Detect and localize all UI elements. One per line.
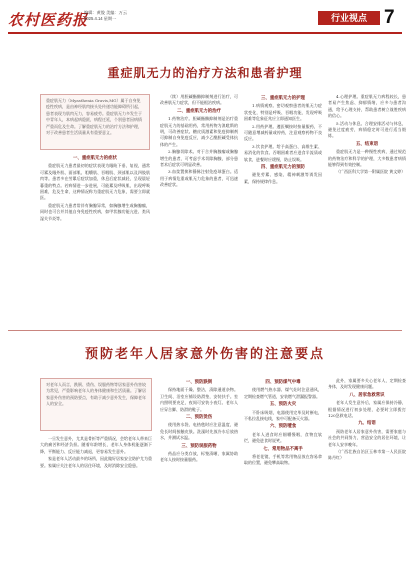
section-subheading: 九、结语 <box>358 421 376 427</box>
body-paragraph: 一旦发生意外，尤其是骨折等严重情况，会给老年人带来巨大的痛苦和经济负担。随着年龄增长，老年人身体机能逐渐下降，平衡能力、反应能力减退，更容易发生意外。 <box>40 436 152 454</box>
body-paragraph: 1.病情观察。密切观察患者的肌无力症状变化，特别是呼吸、吞咽功能，发现呼吸困难等危象征兆应立即通知医生。 <box>244 103 322 122</box>
section-subheading: 一、预防跌倒 <box>185 380 213 385</box>
article1-column-1 <box>40 154 150 326</box>
body-paragraph: （广西医科大学第一附属医院 黄文婷） <box>336 169 406 175</box>
section-subheading: 二、预防烫伤 <box>185 415 213 421</box>
issue-meta <box>84 10 127 22</box>
body-paragraph: 不卧床吸烟，电器使用完毕及时断电，不私拉乱接电线，家中可配备灭火器。 <box>244 409 322 422</box>
body-paragraph: 预防老年人居家意外伤害，需要家庭与社会的共同努力，营造安全的居住环境，让老年人安享晚年。 <box>328 428 406 447</box>
date-line: 2025.4.14 星期一 <box>84 16 117 21</box>
body-paragraph: 2.胸腺切除术。对于合并胸腺瘤或胸腺增生的患者，可考虑手术切除胸腺，部分患者术后症状可明显改善。 <box>160 149 238 168</box>
section-subheading: 六、预防噎食 <box>269 424 297 430</box>
section-label: 行业视点 <box>318 11 380 25</box>
section-subheading: 七、常用物品不离手 <box>263 446 303 452</box>
editor-line: 编辑：黄俊 美编：万云 <box>84 10 128 15</box>
article1-column-3 <box>244 94 322 326</box>
article2-title: 预防老年人居家意外伤害的注意要点 <box>84 347 325 362</box>
article1-lead: 重症肌无力（Myasthenia Gravis,MG）属于自身免疫性疾病，是由神经肌肉接头处传递功能障碍所引起，患者表现为肌肉无力，容易疲劳。重症肌无力多发生于中青年人，本病起病隐匿，病程迁延，个别患者因病情严重而危及生命。了解重症肌无力的治疗方法和护理，对于改善患者生活质量具有重要意义。 <box>40 94 150 150</box>
body-paragraph: 保持地面干燥、整洁，清除通道杂物。卫生间、浴室应铺设防滑垫，安装扶手。室内照明要充足，夜间可安装小夜灯。老年人应穿合脚、防滑的鞋子。 <box>160 387 238 412</box>
masthead <box>0 0 410 36</box>
newspaper-logo: 农村医药报 <box>8 11 89 29</box>
body-paragraph: 3.饮食护理。给予高蛋白、高维生素、易消化的饮食。吞咽困难者应进食半流质或软食，进餐时应缓慢，防止误吸。 <box>244 143 322 162</box>
section-subheading: 八、居家急救常识 <box>349 392 385 398</box>
header-rule <box>8 32 402 34</box>
body-paragraph: 使用热水袋、电热毯时应注意温度，避免长时间接触皮肤。洗澡时先放冷水后放热水，并测试水温。 <box>160 422 238 441</box>
body-paragraph: （续）用胆碱酯酶抑制剂进行治疗，可改善肌无力症状，但不能根治疾病。 <box>160 94 238 106</box>
body-paragraph: 老年人进食时应细嚼慢咽，食物宜软烂，避免进食时说笑。 <box>244 431 322 444</box>
article1-column-4 <box>328 94 406 326</box>
body-paragraph: 使用燃气热水器、煤气灶时注意通风，定期检查燃气管道，安装燃气泄漏报警器。 <box>244 387 322 399</box>
section-subheading: 四、重症肌无力的预防 <box>261 165 305 171</box>
section-subheading: 三、预防误服药物 <box>181 443 217 449</box>
body-paragraph: 药品应分类存放，标签清晰，家属协助老年人按时按量服药。 <box>160 451 238 463</box>
page-number: 7 <box>384 7 395 28</box>
body-paragraph: 家是老年人活动最多的场所，因此做好居家安全防护尤为重要。家属应关注老年人的居住环境，及时消除安全隐患。 <box>40 456 152 468</box>
body-paragraph: （广西壮族自治区玉林市第一人民医院 陈丹红） <box>328 449 406 461</box>
body-paragraph: 此外，家属要多关心老年人，定期检查身体，及时发现健康问题。 <box>328 378 406 390</box>
body-paragraph: 2.用药护理。遵医嘱按时按量服药，不可随意增减药量或停药，注意观察药物不良反应。 <box>244 123 322 142</box>
body-paragraph: 4.心理护理。重症肌无力病程较长，患者易产生焦虑、抑郁情绪，应多与患者沟通，给予心理支持，帮助患者树立战胜疾病的信心。 <box>328 94 406 119</box>
body-paragraph: 1.药物治疗。胆碱酯酶抑制剂是治疗重症肌无力的基础用药，常用药物为溴吡斯的明，可改善症状。糖皮质激素和免疫抑制剂可抑制自身免疫反应，减少乙酰胆碱受体抗体的产生。 <box>160 116 238 147</box>
body-paragraph: 老年人发生意外后，家属应保持冷静，根据情况进行初步处理，必要时立即拨打120急救电话。 <box>328 400 406 419</box>
section-subheading: 二、重症肌无力的治疗 <box>177 108 221 114</box>
section-subheading: 四、预防煤气中毒 <box>265 380 301 385</box>
section-subheading: 一、重症肌无力的症状 <box>73 156 117 161</box>
body-paragraph: 3.血浆置换和静脉注射免疫球蛋白。适用于病情危重或肌无力危象的患者，可迅速改善症状。 <box>160 169 238 188</box>
article1-column-2 <box>160 94 238 326</box>
body-paragraph: 重症肌无力患者常伴有胸腺异常，如胸腺增生或胸腺瘤，同时也可合并其他自身免疫性疾病，如甲状腺功能亢进、类风湿关节炎等。 <box>40 202 150 221</box>
article2-lead: 对老年人而言，跌倒、烫伤、误服药物等居家意外伤害较为常见，严重影响老年人的身体健康和生活质量。了解居家意外伤害的预防要点，有助于减少意外发生，保障老年人的安全。 <box>40 378 152 431</box>
article2-column-4 <box>328 378 406 582</box>
article2-column-2 <box>160 378 238 582</box>
section-subheading: 三、重症肌无力的护理 <box>261 96 305 101</box>
section-subheading: 五、预防火灾 <box>269 402 297 408</box>
article1-title: 重症肌无力的治疗方法和患者护理 <box>107 66 303 80</box>
section-subheading: 五、结束语 <box>356 141 378 147</box>
article2-column-3 <box>244 378 322 582</box>
body-paragraph: 5.活动与休息。合理安排活动与休息，避免过度疲劳，病情稳定时可进行适当锻炼。 <box>328 120 406 139</box>
body-paragraph: 将老花镜、手机等常用物品放在容易拿取的位置，避免攀高取物。 <box>244 454 322 466</box>
article-divider <box>8 330 402 331</box>
article2-column-1 <box>40 436 152 582</box>
body-paragraph: 重症肌无力患者最初的症状表现为眼睑下垂、复视，通常可累及眼外肌、面部肌、咀嚼肌、吞咽肌、颈部肌以及四肢肌肉等。患者多在劳累后症状加重，休息后症状减轻，呈现晨轻暮重的特点。若病情进一步进展，可能累及呼吸肌，出现呼吸困难，危及生命，这种情况称为重症肌无力危象，需要立即就医。 <box>40 163 150 201</box>
body-paragraph: 避免劳累、感染、精神刺激等诱发因素，保持规律作息。 <box>244 172 322 184</box>
body-paragraph: 重症肌无力是一种慢性疾病，通过规范的药物治疗和科学的护理，大多数患者病情能够得到有效控制。 <box>328 149 406 168</box>
